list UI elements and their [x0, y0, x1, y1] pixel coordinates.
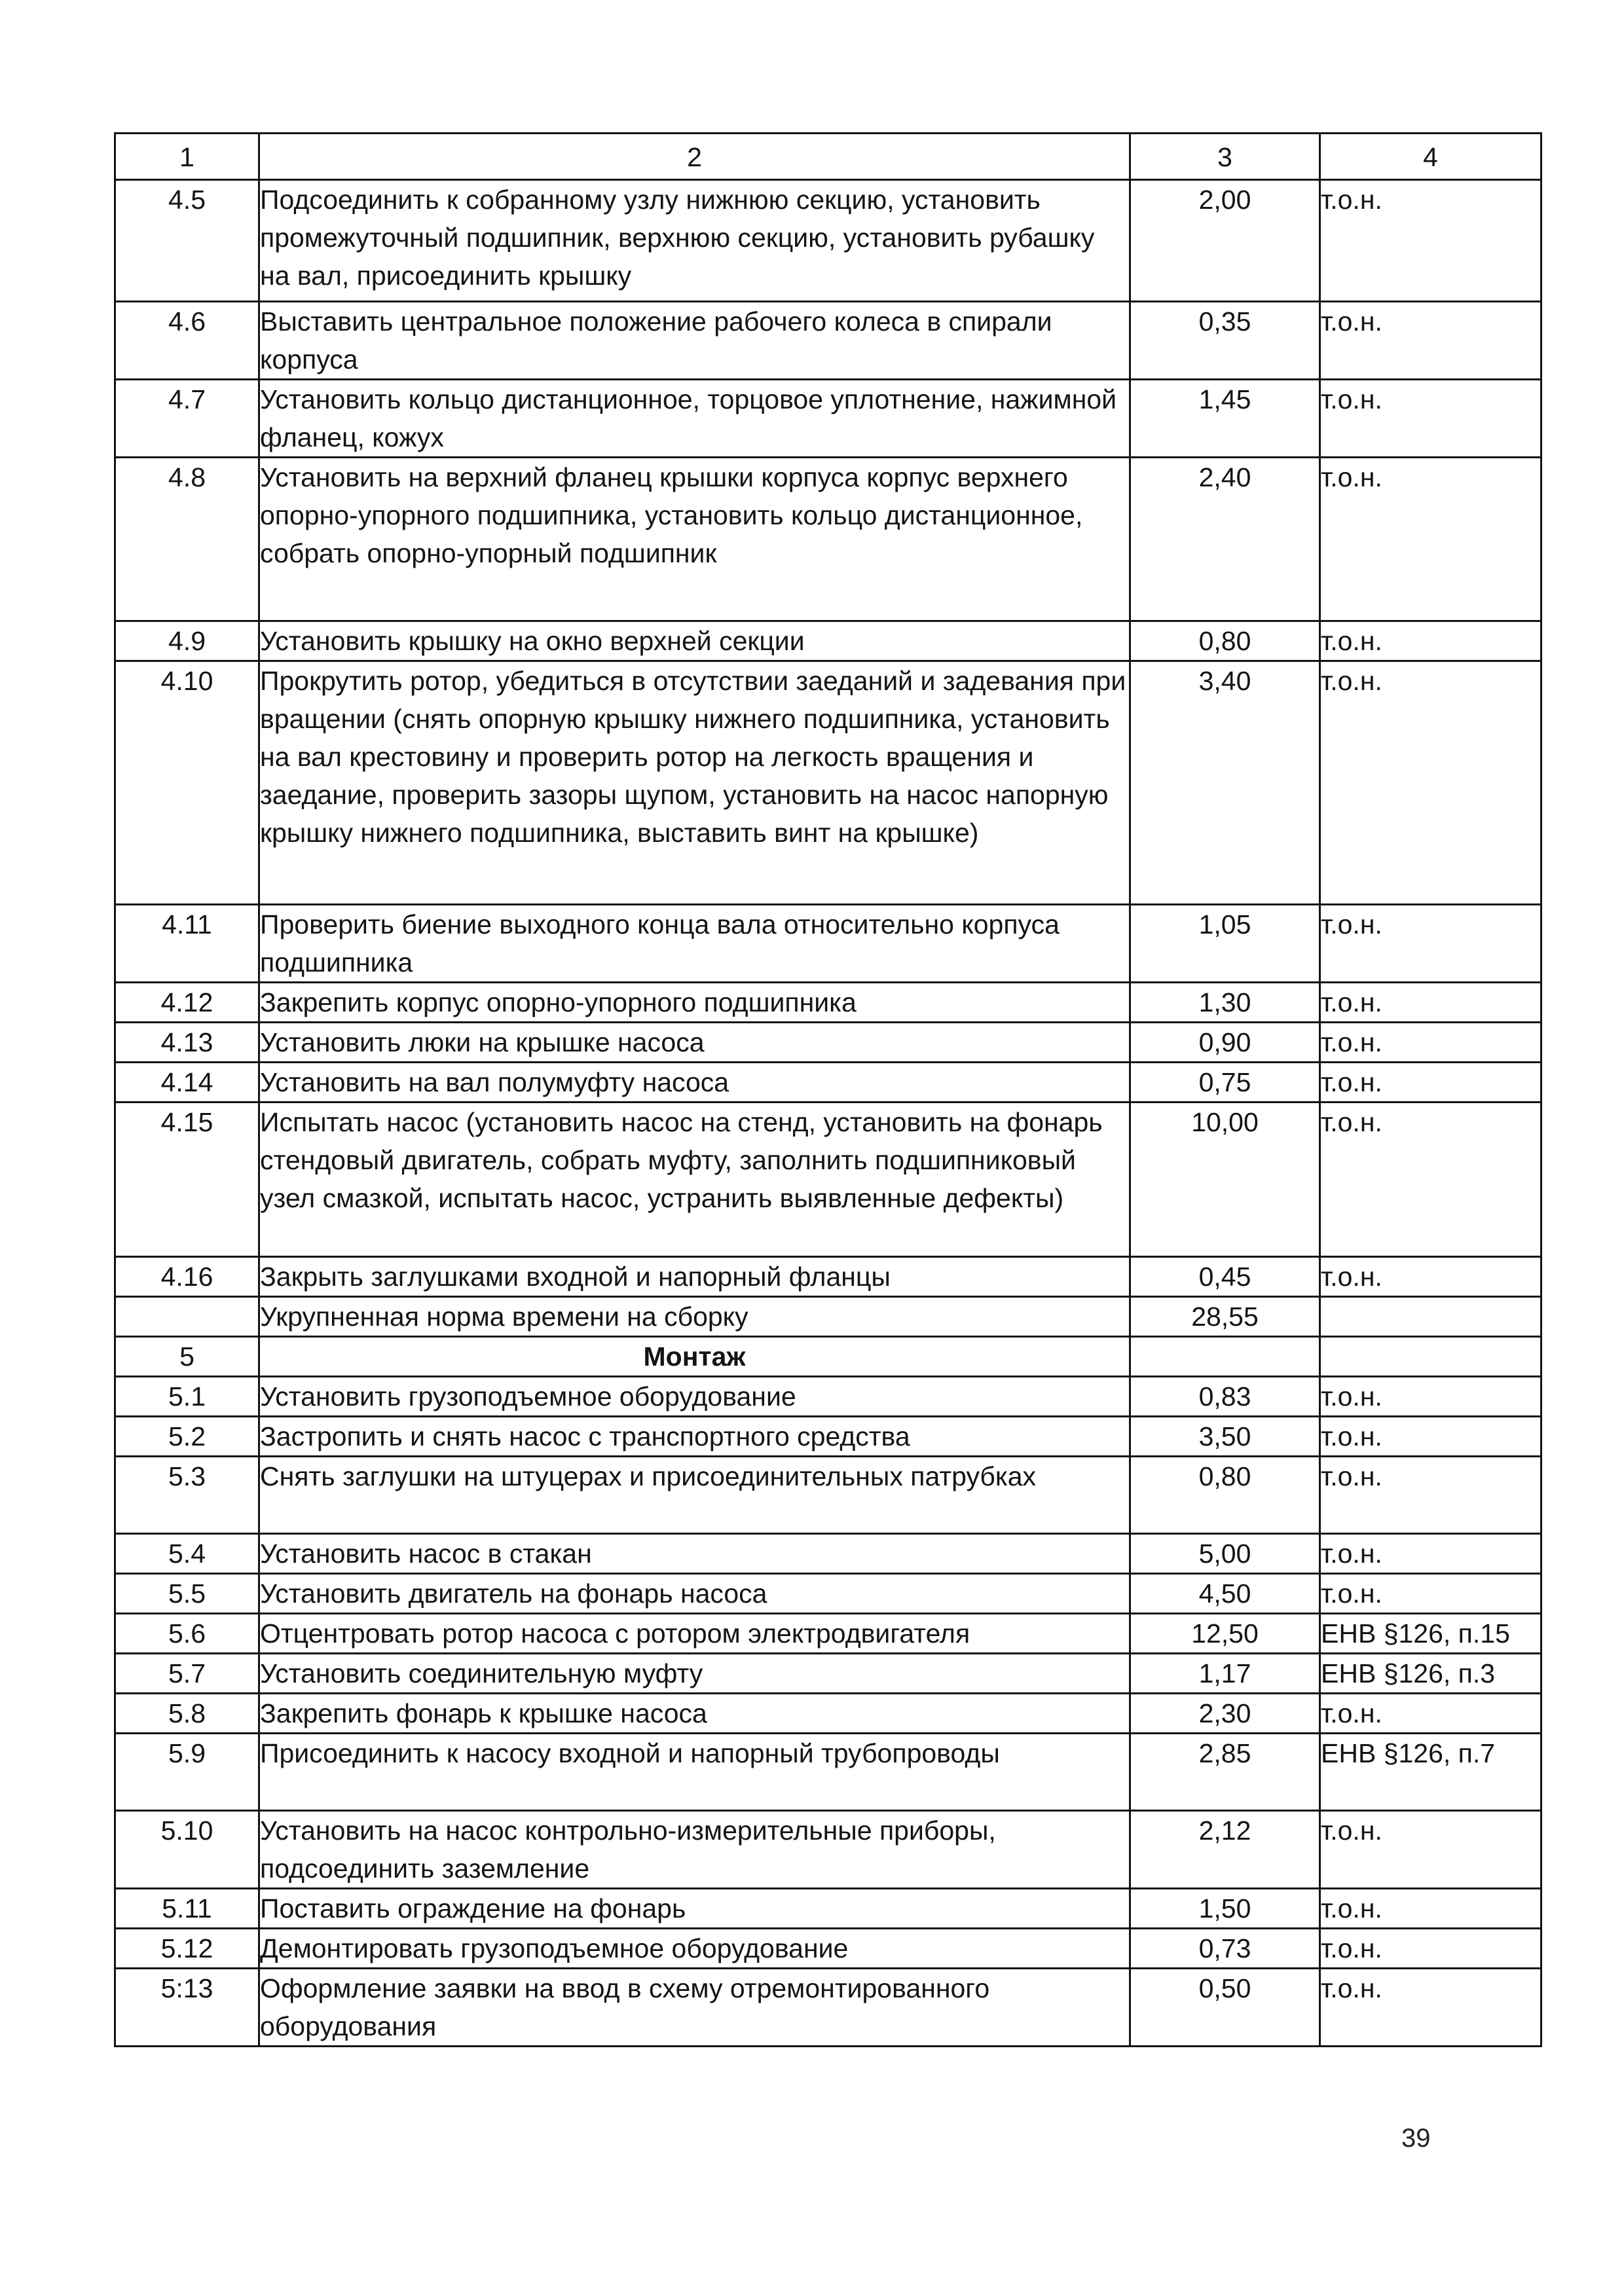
header-col-2: 2 — [259, 134, 1130, 180]
time-norm-value: 3,40 — [1130, 661, 1320, 905]
item-number: 4.5 — [115, 180, 259, 302]
time-norm-value: 0,75 — [1130, 1063, 1320, 1102]
item-number: 5.1 — [115, 1377, 259, 1417]
operation-text: Прокрутить ротор, убедиться в отсутствии заеданий и задевания при вращении (снять опорную крышку нижнего подшипника, установить на вал крестовину и проверить ротор на легкость вращения и заедание, проверить зазоры щупом, установить на насос напорную крышку нижнего подшипника, выставить винт на крышке) — [259, 661, 1130, 905]
norm-source: т.о.н. — [1320, 302, 1541, 380]
norm-source: т.о.н. — [1320, 1929, 1541, 1969]
item-number: 5.6 — [115, 1614, 259, 1654]
table-row — [115, 983, 1541, 1023]
table-row — [115, 1534, 1541, 1574]
operation-text: Присоединить к насосу входной и напорный трубопроводы — [259, 1734, 1130, 1811]
norm-source: ЕНВ §126, п.7 — [1320, 1734, 1541, 1811]
norm-source: т.о.н. — [1320, 1417, 1541, 1457]
section-row — [115, 1337, 1541, 1377]
time-norm-value: 2,85 — [1130, 1734, 1320, 1811]
table-row — [115, 1257, 1541, 1297]
operation-text: Застропить и снять насос с транспортного средства — [259, 1417, 1130, 1457]
table-row — [115, 302, 1541, 380]
operation-text: Закрепить фонарь к крышке насоса — [259, 1694, 1130, 1734]
time-norm-value: 0,90 — [1130, 1023, 1320, 1063]
norm-source: т.о.н. — [1320, 621, 1541, 661]
operation-text: Установить люки на крышке насоса — [259, 1023, 1130, 1063]
item-number: 5.3 — [115, 1457, 259, 1534]
norm-source: ЕНВ §126, п.3 — [1320, 1654, 1541, 1694]
item-number: 5.2 — [115, 1417, 259, 1457]
time-norm-value: 2,00 — [1130, 180, 1320, 302]
item-number: 5.5 — [115, 1574, 259, 1614]
table-row — [115, 1457, 1541, 1534]
norm-source — [1320, 1297, 1541, 1337]
norm-source: т.о.н. — [1320, 458, 1541, 621]
table-row — [115, 458, 1541, 621]
item-number: 5.4 — [115, 1534, 259, 1574]
item-number: 5.10 — [115, 1811, 259, 1889]
operation-text: Закрыть заглушками входной и напорный фланцы — [259, 1257, 1130, 1297]
operation-text: Проверить биение выходного конца вала относительно корпуса подшипника — [259, 905, 1130, 983]
time-norm-value: 1,17 — [1130, 1654, 1320, 1694]
norm-source: т.о.н. — [1320, 905, 1541, 983]
item-number: 4.11 — [115, 905, 259, 983]
table-row — [115, 1614, 1541, 1654]
table-row — [115, 180, 1541, 302]
norm-source: т.о.н. — [1320, 661, 1541, 905]
table-row — [115, 1102, 1541, 1257]
operation-text: Испытать насос (установить насос на стенд, установить на фонарь стендовый двигатель, собрать муфту, заполнить подшипниковый узел смазкой, испытать насос, устранить выявленные дефекты) — [259, 1102, 1130, 1257]
norm-source: т.о.н. — [1320, 1574, 1541, 1614]
operation-text: Укрупненная норма времени на сборку — [259, 1297, 1130, 1337]
item-number: 5 — [115, 1337, 259, 1377]
operation-text: Подсоединить к собранному узлу нижнюю секцию, установить промежуточный подшипник, верхнюю секцию, установить рубашку на вал, присоединить крышку — [259, 180, 1130, 302]
time-norm-value: 1,50 — [1130, 1889, 1320, 1929]
time-norm-value: 12,50 — [1130, 1614, 1320, 1654]
norm-source: т.о.н. — [1320, 1023, 1541, 1063]
operation-text: Оформление заявки на ввод в схему отремонтированного оборудования — [259, 1969, 1130, 2047]
norm-source: т.о.н. — [1320, 1257, 1541, 1297]
table-row — [115, 1574, 1541, 1614]
time-norm-value: 1,45 — [1130, 380, 1320, 458]
norm-source: т.о.н. — [1320, 1377, 1541, 1417]
table-row — [115, 1377, 1541, 1417]
item-number: 4.8 — [115, 458, 259, 621]
header-col-1: 1 — [115, 134, 259, 180]
operation-text: Демонтировать грузоподъемное оборудование — [259, 1929, 1130, 1969]
header-col-3: 3 — [1130, 134, 1320, 180]
time-norm-value — [1130, 1337, 1320, 1377]
item-number: 4.15 — [115, 1102, 259, 1257]
time-norm-value: 4,50 — [1130, 1574, 1320, 1614]
time-norm-value: 3,50 — [1130, 1417, 1320, 1457]
norm-source: т.о.н. — [1320, 1811, 1541, 1889]
time-norm-value: 5,00 — [1130, 1534, 1320, 1574]
table-row — [115, 1889, 1541, 1929]
time-norm-value: 0,50 — [1130, 1969, 1320, 2047]
operation-text: Установить кольцо дистанционное, торцовое уплотнение, нажимной фланец, кожух — [259, 380, 1130, 458]
operation-text: Установить на насос контрольно-измерительные приборы, подсоединить заземление — [259, 1811, 1130, 1889]
operation-text: Монтаж — [259, 1337, 1130, 1377]
norm-source: т.о.н. — [1320, 180, 1541, 302]
norm-source: т.о.н. — [1320, 1889, 1541, 1929]
operation-text: Установить насос в стакан — [259, 1534, 1130, 1574]
table-row — [115, 1297, 1541, 1337]
table-row — [115, 1694, 1541, 1734]
operation-text: Установить соединительную муфту — [259, 1654, 1130, 1694]
operation-text: Установить крышку на окно верхней секции — [259, 621, 1130, 661]
time-norms-table — [114, 132, 1542, 2047]
operation-text: Установить на вал полумуфту насоса — [259, 1063, 1130, 1102]
time-norm-value: 0,73 — [1130, 1929, 1320, 1969]
item-number: 4.7 — [115, 380, 259, 458]
norm-source: т.о.н. — [1320, 1534, 1541, 1574]
table-row — [115, 1023, 1541, 1063]
norm-source: т.о.н. — [1320, 1102, 1541, 1257]
time-norm-value: 0,80 — [1130, 1457, 1320, 1534]
time-norm-value: 2,40 — [1130, 458, 1320, 621]
table-row — [115, 621, 1541, 661]
norm-source: т.о.н. — [1320, 983, 1541, 1023]
norm-source — [1320, 1337, 1541, 1377]
time-norm-value: 0,45 — [1130, 1257, 1320, 1297]
item-number: 4.12 — [115, 983, 259, 1023]
table-row — [115, 1063, 1541, 1102]
operation-text: Установить двигатель на фонарь насоса — [259, 1574, 1130, 1614]
item-number: 4.14 — [115, 1063, 259, 1102]
time-norm-value: 2,12 — [1130, 1811, 1320, 1889]
table-row — [115, 1734, 1541, 1811]
time-norm-value: 2,30 — [1130, 1694, 1320, 1734]
header-col-4: 4 — [1320, 134, 1541, 180]
norm-source: т.о.н. — [1320, 1694, 1541, 1734]
operation-text: Закрепить корпус опорно-упорного подшипника — [259, 983, 1130, 1023]
item-number: 5.8 — [115, 1694, 259, 1734]
operation-text: Отцентровать ротор насоса с ротором электродвигателя — [259, 1614, 1130, 1654]
operation-text: Выставить центральное положение рабочего колеса в спирали корпуса — [259, 302, 1130, 380]
time-norm-value: 0,83 — [1130, 1377, 1320, 1417]
norm-source: т.о.н. — [1320, 380, 1541, 458]
table-row — [115, 661, 1541, 905]
time-norm-value: 0,35 — [1130, 302, 1320, 380]
table-row — [115, 1929, 1541, 1969]
item-number: 4.16 — [115, 1257, 259, 1297]
table-row — [115, 905, 1541, 983]
table-row — [115, 1969, 1541, 2047]
item-number: 5:13 — [115, 1969, 259, 2047]
item-number: 5.12 — [115, 1929, 259, 1969]
item-number: 4.10 — [115, 661, 259, 905]
table-row — [115, 1654, 1541, 1694]
operation-text: Установить грузоподъемное оборудование — [259, 1377, 1130, 1417]
page-number: 39 — [1401, 2124, 1431, 2153]
table-row — [115, 380, 1541, 458]
item-number: 5.7 — [115, 1654, 259, 1694]
item-number: 4.13 — [115, 1023, 259, 1063]
table-row — [115, 1811, 1541, 1889]
operation-text: Поставить ограждение на фонарь — [259, 1889, 1130, 1929]
item-number: 4.6 — [115, 302, 259, 380]
item-number: 5.11 — [115, 1889, 259, 1929]
item-number: 5.9 — [115, 1734, 259, 1811]
time-norm-value: 1,30 — [1130, 983, 1320, 1023]
time-norm-value: 10,00 — [1130, 1102, 1320, 1257]
time-norm-value: 28,55 — [1130, 1297, 1320, 1337]
norm-source: т.о.н. — [1320, 1457, 1541, 1534]
table-header-row — [115, 134, 1541, 180]
operation-text: Установить на верхний фланец крышки корпуса корпус верхнего опорно-упорного подшипника, установить кольцо дистанционное, собрать опорно-упорный подшипник — [259, 458, 1130, 621]
time-norm-value: 1,05 — [1130, 905, 1320, 983]
item-number: 4.9 — [115, 621, 259, 661]
norm-source: т.о.н. — [1320, 1063, 1541, 1102]
norm-source: ЕНВ §126, п.15 — [1320, 1614, 1541, 1654]
time-norm-value: 0,80 — [1130, 621, 1320, 661]
table-row — [115, 1417, 1541, 1457]
norm-source: т.о.н. — [1320, 1969, 1541, 2047]
item-number — [115, 1297, 259, 1337]
operation-text: Снять заглушки на штуцерах и присоединительных патрубках — [259, 1457, 1130, 1534]
